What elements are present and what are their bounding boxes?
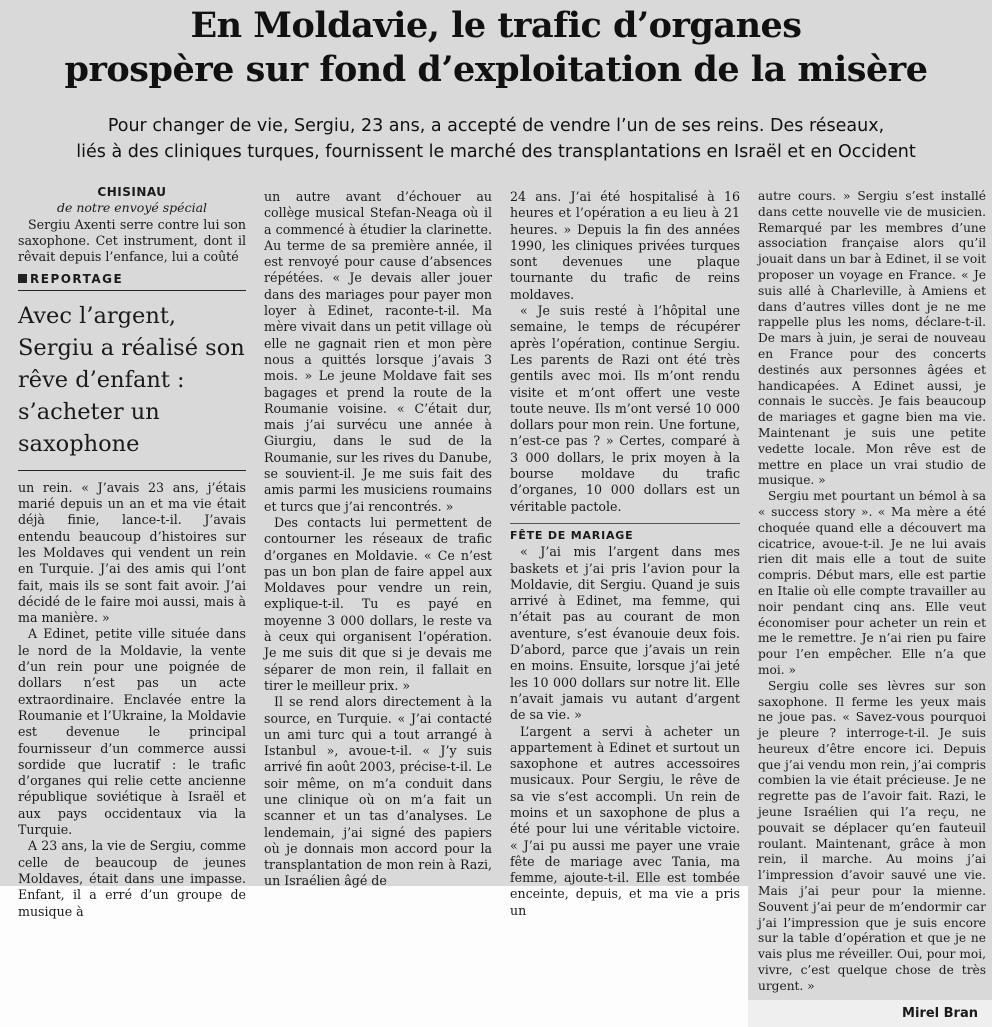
dateline: CHISINAU: [97, 185, 167, 199]
square-bullet-icon: [18, 274, 27, 283]
author-signature: Mirel Bran: [902, 1006, 978, 1021]
headline-line-1: En Moldavie, le trafic d’organes: [190, 5, 802, 46]
headline-line-2: prospère sur fond d’exploitation de la misère: [64, 49, 928, 90]
pull-quote: Avec l’argent, Sergiu a réalisé son rêve d’enfant : s’acheter un saxophone: [18, 300, 246, 471]
rubric-text: REPORTAGE: [30, 272, 124, 287]
paragraph: Des contacts lui permettent de contourner les réseaux de trafic d’organes en Moldavie. « Ce n’est pas un bon plan de faire appel aux Moldaves pour vendre un rein, explique-t-il. Tu es payé en moyenne 3 000 dollars, le reste va à ceux qui organisent l’opération. Je me suis dit que si je devais me séparer de mon rein, il fallait en tirer le meilleur prix. »: [264, 514, 492, 693]
subheadline-line-1: Pour changer de vie, Sergiu, 23 ans, a accepté de vendre l’un de ses reins. Des réseaux,: [107, 116, 885, 136]
paragraph: autre cours. » Sergiu s’est installé dans cette nouvelle vie de musicien. Remarqué par les membres d’une association française alors qu’il jouait dans un bar à Edinet, il se voit proposer un voyage en France. « Je suis allé à Charleville, à Amiens et dans d’autres villes dont je ne me rappelle plus les noms, déclare-t-il. De mars à juin, je serai de nouveau en France pour des concerts destinés aux personnes âgées et handicapées. A Edinet aussi, je connais le succès. Je fais beaucoup de mariages et gagne bien ma vie. Maintenant je suis une petite vedette locale. Mon rêve est de mettre en place un vrai studio de musique. »: [758, 189, 986, 488]
article-column-2: [264, 189, 492, 890]
intro-paragraph: Sergiu Axenti serre contre lui son saxophone. Cet instrument, dont il rêvait depuis l’enfance, lui a coûté: [18, 216, 246, 265]
paragraph: Sergiu colle ses lèvres sur son saxophone. Il ferme les yeux mais ne joue pas. « Savez-vous pourquoi je pleure ? interroge-t-il. Je suis heureux d’être encore ici. Depuis que j’ai vendu mon rein, j’ai compris combien la vie était précieuse. Je ne regrette pas de l’avoir fait. Razi, le jeune Israélien qui l’a reçu, ne pouvait se déplacer qu’en fauteuil roulant. Maintenant, grâce à mon rein, il marche. Au moins j’ai l’impression d’avoir sauvé une vie. Mais j’ai peur pour la mienne. Souvent j’ai peur de m’endormir car j’ai l’impression que je suis encore sur la table d’opération et que je ne vais plus me réveiller. Oui, pour moi, vivre, c’est quelque chose de très urgent. »: [758, 678, 986, 993]
paragraph: « J’ai mis l’argent dans mes baskets et j’ai pris l’avion pour la Moldavie, dit Sergiu. Quand je suis arrivé à Edinet, ma femme, qui n’était pas au courant de mon aventure, s’est évanouie deux fois. D’abord, parce que j’avais un rein en moins. Ensuite, lorsque j’ai jeté les 10 000 dollars sur notre lit. Elle n’avait jamais vu autant d’argent de sa vie. »: [510, 544, 740, 723]
paragraph: un rein. « J’avais 23 ans, j’étais marié depuis un an et ma vie était déjà finie, lance-t-il. J’avais entendu beaucoup d’histoires sur les Moldaves qui vendent un rein en Turquie. J’ai des amis qui l’ont fait, mais ils se sont fait avoir. J’ai décidé de le faire moi aussi, mais à ma manière. »: [18, 479, 246, 626]
paragraph: un autre avant d’échouer au collège musical Stefan-Neaga où il a commencé à étudier la clarinette. Au terme de sa première année, il est renvoyé pour cause d’absences répétées. « Je devais aller jouer dans des mariages pour payer mon loyer à Edinet, raconte-t-il. Ma mère vivait dans un petit village où elle ne gagnait rien et mon père nous a quittés lorsque j’avais 3 mois. » Le jeune Moldave fait ses bagages et prend la route de la Roumanie voisine. « C’était dur, mais j’ai survécu une année à Giurgiu, dans le sud de la Roumanie, sur les rives du Danube, se souvient-il. Je me suis fait des amis parmi les musiciens roumains et turcs que j’ai rencontrés. »: [264, 189, 492, 514]
subheadline-line-2: liés à des cliniques turques, fournissent le marché des transplantations en Israël et en Occident: [76, 142, 916, 162]
paragraph: Sergiu met pourtant un bémol à sa « success story ». « Ma mère a été choquée quand elle a découvert ma cicatrice, avoue-t-il. Je ne lui avais rien dit mais elle a tout de suite compris. Début mars, elle est partie en Italie où elle compte travailler au noir pendant cinq ans. Elle veut économiser pour acheter un rein et me le remettre. Je n’ai rien pu faire pour l’en empêcher. Elle n’a que moi. »: [758, 489, 986, 677]
headline: [0, 4, 992, 92]
byline: de notre envoyé spécial: [56, 200, 208, 216]
article-column-4: [758, 189, 986, 995]
article-column-3: [510, 189, 740, 919]
paragraph: Il se rend alors directement à la source, en Turquie. « J’ai contacté un ami turc qui a tout arrangé à Istanbul », avoue-t-il. « J’y suis arrivé fin août 2003, précise-t-il. Le soir même, on m’a conduit dans une clinique où on m’a fait un scanner et un tas d’analyses. Le lendemain, j’ai signé des papiers où je donnais mon accord pour la transplantation de mon rein à Razi, un Israélien âgé de: [264, 694, 492, 889]
rubric-label: [18, 271, 246, 290]
paragraph: 24 ans. J’ai été hospitalisé à 16 heures et l’opération a eu lieu à 21 heures. » Depuis la fin des années 1990, les cliniques privées turques sont devenues une plaque tournante du trafic de reins moldaves.: [510, 189, 740, 302]
paragraph: A Edinet, petite ville située dans le nord de la Moldavie, la vente d’un rein pour une poignée de dollars n’est pas un acte extraordinaire. Enclavée entre la Roumanie et l’Ukraine, la Moldavie est devenue le principal fournisseur d’un commerce aussi sordide que lucratif : le trafic d’organes qui relie cette ancienne république soviétique à Israël et aux pays occidentaux via la Turquie.: [18, 626, 246, 838]
paragraph: A 23 ans, la vie de Sergiu, comme celle de beaucoup de jeunes Moldaves, était dans une impasse. Enfant, il a erré d’un groupe de musique à: [18, 838, 246, 919]
paragraph: « Je suis resté à l’hôpital une semaine, le temps de récupérer après l’opération, continue Sergiu. Les parents de Razi ont été très gentils avec moi. Ils m’ont rendu visite et m’ont offert une veste toute neuve. Ils m’ont versé 10 000 dollars pour mon rein. Une fortune, n’est-ce pas ? » Certes, comparé à 3 000 dollars, le prix moyen à la bourse moldave du trafic d’organes, 10 000 dollars est un véritable pactole.: [510, 303, 740, 514]
article-column-1: [18, 184, 246, 920]
subheadline: [0, 113, 992, 165]
section-heading: FÊTE DE MARIAGE: [510, 523, 740, 544]
paragraph: L’argent a servi à acheter un appartement à Edinet et surtout un saxophone et autres accessoires musicaux. Pour Sergiu, le rêve de sa vie s’est accompli. Un rein de moins et un saxophone de plus a été pour lui une véritable victoire. « J’ai pu aussi me payer une vraie fête de mariage avec Tania, ma femme, ajoute-t-il. Elle est tombée enceinte, depuis, et ma vie a pris un: [510, 723, 740, 918]
